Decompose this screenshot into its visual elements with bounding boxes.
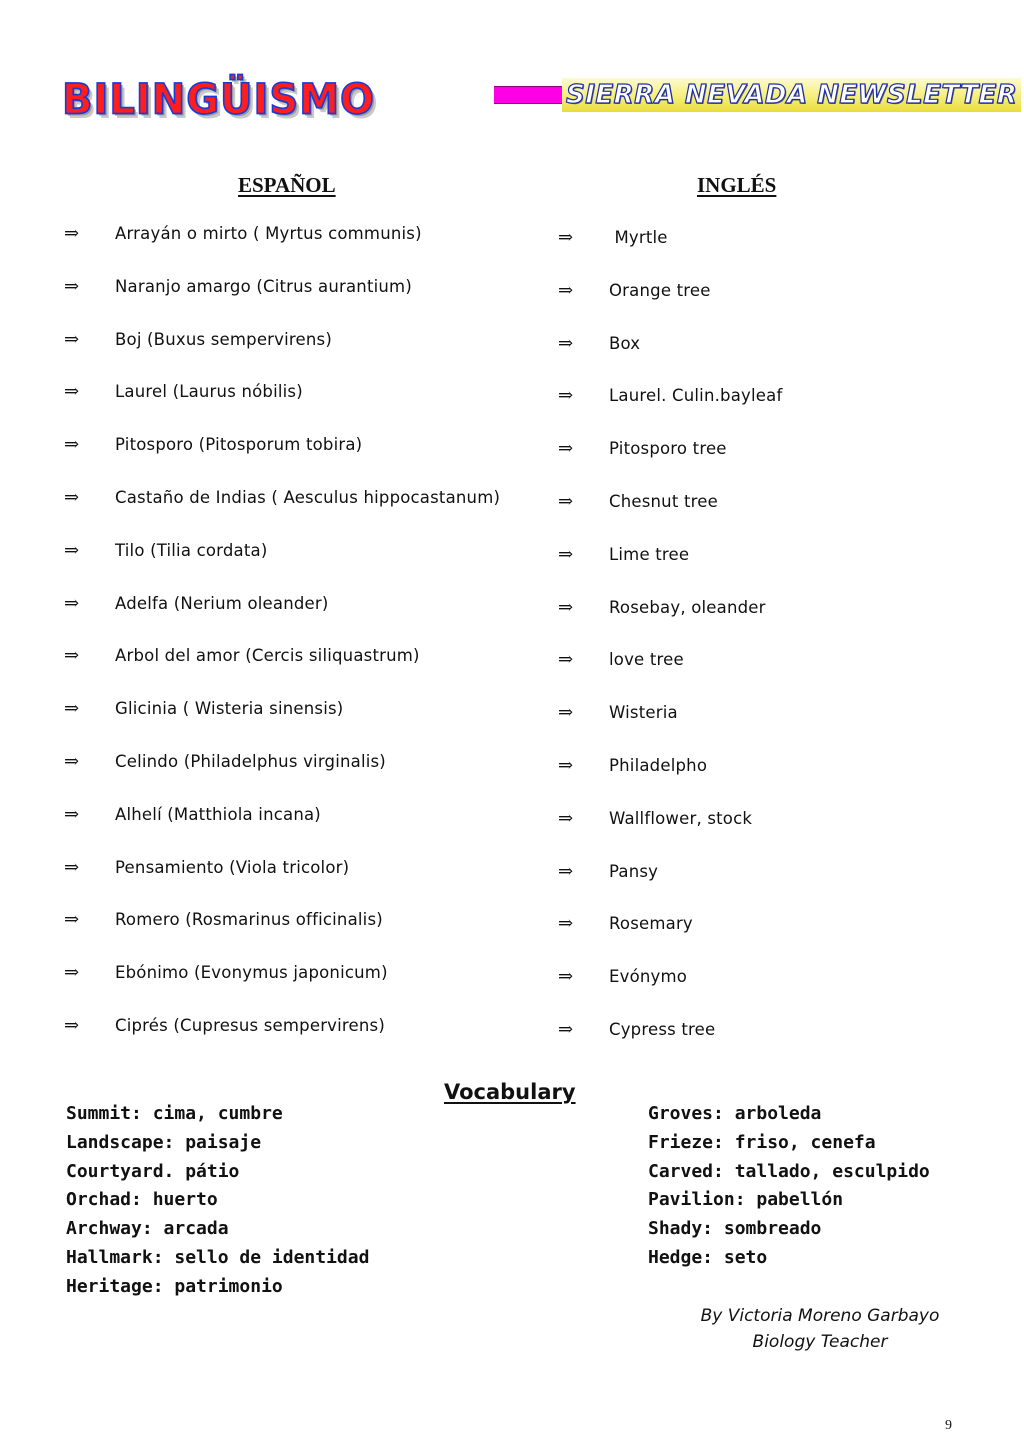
arrow-icon: ⇒ — [64, 592, 80, 614]
arrow-icon: ⇒ — [558, 332, 574, 354]
vocabulary-item: Summit: cima, cumbre — [66, 1103, 283, 1124]
vocabulary-list-right — [648, 1100, 930, 1273]
english-term: Myrtle — [609, 228, 668, 247]
arrow-icon: ⇒ — [64, 434, 80, 456]
arrow-icon: ⇒ — [558, 385, 574, 407]
spanish-term: Alhelí (Matthiola incana) — [115, 804, 321, 824]
glossary-row — [0, 272, 1024, 302]
arrow-icon: ⇒ — [64, 909, 80, 931]
spanish-term: Arrayán o mirto ( Myrtus communis) — [115, 224, 422, 243]
glossary-row — [0, 219, 1024, 249]
spanish-term: Pensamiento (Viola tricolor) — [115, 857, 350, 877]
spanish-term: Romero (Rosmarinus officinalis) — [115, 910, 383, 930]
vocabulary-item: Orchad: huerto — [66, 1189, 218, 1211]
english-term: Rosebay, oleander — [609, 597, 766, 617]
english-term: Orange tree — [609, 280, 711, 300]
arrow-icon: ⇒ — [558, 649, 574, 671]
glossary-row — [0, 853, 1024, 883]
arrow-icon: ⇒ — [558, 491, 574, 512]
vocabulary-item: Landscape: paisaje — [66, 1131, 262, 1153]
vocabulary-item: Archway: arcada — [66, 1218, 229, 1240]
arrow-icon: ⇒ — [64, 856, 80, 878]
arrow-icon: ⇒ — [64, 223, 80, 244]
arrow-icon: ⇒ — [64, 698, 80, 720]
arrow-icon: ⇒ — [64, 328, 80, 350]
column-header-spanish: ESPAÑOL — [238, 173, 336, 197]
glossary-row — [0, 641, 1024, 671]
glossary-row — [0, 430, 1024, 460]
newsletter-banner-title: SIERRA NEVADA NEWSLETTER — [562, 78, 1021, 112]
author-name: By Victoria Moreno Garbayo — [700, 1306, 940, 1326]
english-term: love tree — [609, 650, 684, 670]
english-term: Rosemary — [609, 914, 693, 934]
glossary-row — [0, 905, 1024, 935]
vocabulary-item: Courtyard. pátio — [66, 1160, 240, 1182]
bilinguismo-logo: BILINGÜISMO — [62, 75, 376, 125]
english-term: Pitosporo tree — [609, 439, 727, 459]
spanish-term: Boj (Buxus sempervirens) — [115, 329, 332, 349]
english-term: Box — [609, 333, 641, 353]
arrow-icon: ⇒ — [558, 755, 574, 776]
arrow-icon: ⇒ — [64, 645, 80, 667]
arrow-icon: ⇒ — [64, 803, 80, 825]
arrow-icon: ⇒ — [558, 227, 574, 248]
glossary-row — [0, 536, 1024, 566]
spanish-term: Tilo (Tilia cordata) — [115, 540, 268, 560]
arrow-icon: ⇒ — [558, 807, 574, 829]
english-term: Chesnut tree — [609, 492, 718, 511]
arrow-icon: ⇒ — [64, 539, 80, 561]
vocabulary-item: Shady: sombreado — [648, 1218, 822, 1240]
vocabulary-item: Hallmark: sello de identidad — [66, 1246, 370, 1268]
glossary-row — [0, 747, 1024, 777]
arrow-icon: ⇒ — [558, 438, 574, 460]
spanish-term: Ciprés (Cupresus sempervirens) — [115, 1016, 385, 1035]
spanish-term: Adelfa (Nerium oleander) — [115, 593, 329, 613]
arrow-icon: ⇒ — [558, 860, 574, 882]
spanish-term: Glicinia ( Wisteria sinensis) — [115, 699, 344, 719]
vocabulary-item: Carved: tallado, esculpido — [648, 1160, 930, 1182]
english-term: Evónymo — [609, 967, 688, 987]
arrow-icon: ⇒ — [558, 543, 574, 565]
glossary-row — [0, 800, 1024, 830]
vocabulary-item: Heritage: patrimonio — [66, 1275, 283, 1297]
spanish-term: Castaño de Indias ( Aesculus hippocastanum) — [115, 488, 501, 507]
vocabulary-item: Frieze: friso, cenefa — [648, 1131, 876, 1153]
english-term: Cypress tree — [609, 1020, 716, 1039]
glossary-row — [0, 1011, 1024, 1041]
arrow-icon: ⇒ — [64, 751, 80, 772]
spanish-term: Arbol del amor (Cercis siliquastrum) — [115, 646, 420, 666]
arrow-icon: ⇒ — [558, 966, 574, 988]
arrow-icon: ⇒ — [64, 1015, 80, 1036]
english-term: Philadelpho — [609, 756, 708, 775]
spanish-term: Pitosporo (Pitosporum tobira) — [115, 435, 363, 455]
arrow-icon: ⇒ — [64, 381, 80, 403]
english-term: Lime tree — [609, 544, 690, 564]
arrow-icon: ⇒ — [64, 962, 80, 984]
author-role: Biology Teacher — [752, 1332, 888, 1352]
glossary-row — [0, 694, 1024, 724]
english-term: Wallflower, stock — [609, 808, 753, 828]
arrow-icon: ⇒ — [558, 279, 574, 301]
english-term: Wisteria — [609, 703, 678, 723]
english-term: Pansy — [609, 861, 659, 881]
column-header-english: INGLÉS — [697, 173, 777, 197]
glossary-row — [0, 483, 1024, 513]
glossary-row — [0, 958, 1024, 988]
glossary-row — [0, 377, 1024, 407]
spanish-term: Naranjo amargo (Citrus aurantium) — [115, 276, 412, 296]
vocabulary-list-left — [66, 1100, 369, 1302]
vocabulary-item: Pavilion: pabellón — [648, 1189, 844, 1211]
english-term: Laurel. Culin.bayleaf — [609, 386, 783, 406]
arrow-icon: ⇒ — [558, 1019, 574, 1040]
spanish-term: Laurel (Laurus nóbilis) — [115, 382, 303, 402]
glossary-row — [0, 589, 1024, 619]
vocabulary-title: Vocabulary — [444, 1080, 576, 1104]
spanish-term: Ebónimo (Evonymus japonicum) — [115, 963, 388, 983]
page-number: 9 — [945, 1418, 952, 1433]
author-block — [660, 1303, 980, 1355]
vocabulary-item: Hedge: seto — [648, 1246, 768, 1268]
arrow-icon: ⇒ — [64, 487, 80, 508]
arrow-icon: ⇒ — [558, 702, 574, 724]
arrow-icon: ⇒ — [558, 913, 574, 935]
arrow-icon: ⇒ — [64, 275, 80, 297]
arrow-icon: ⇒ — [558, 596, 574, 618]
vocabulary-item: Groves: arboleda — [648, 1103, 822, 1124]
glossary-row — [0, 325, 1024, 355]
spanish-term: Celindo (Philadelphus virginalis) — [115, 752, 386, 771]
